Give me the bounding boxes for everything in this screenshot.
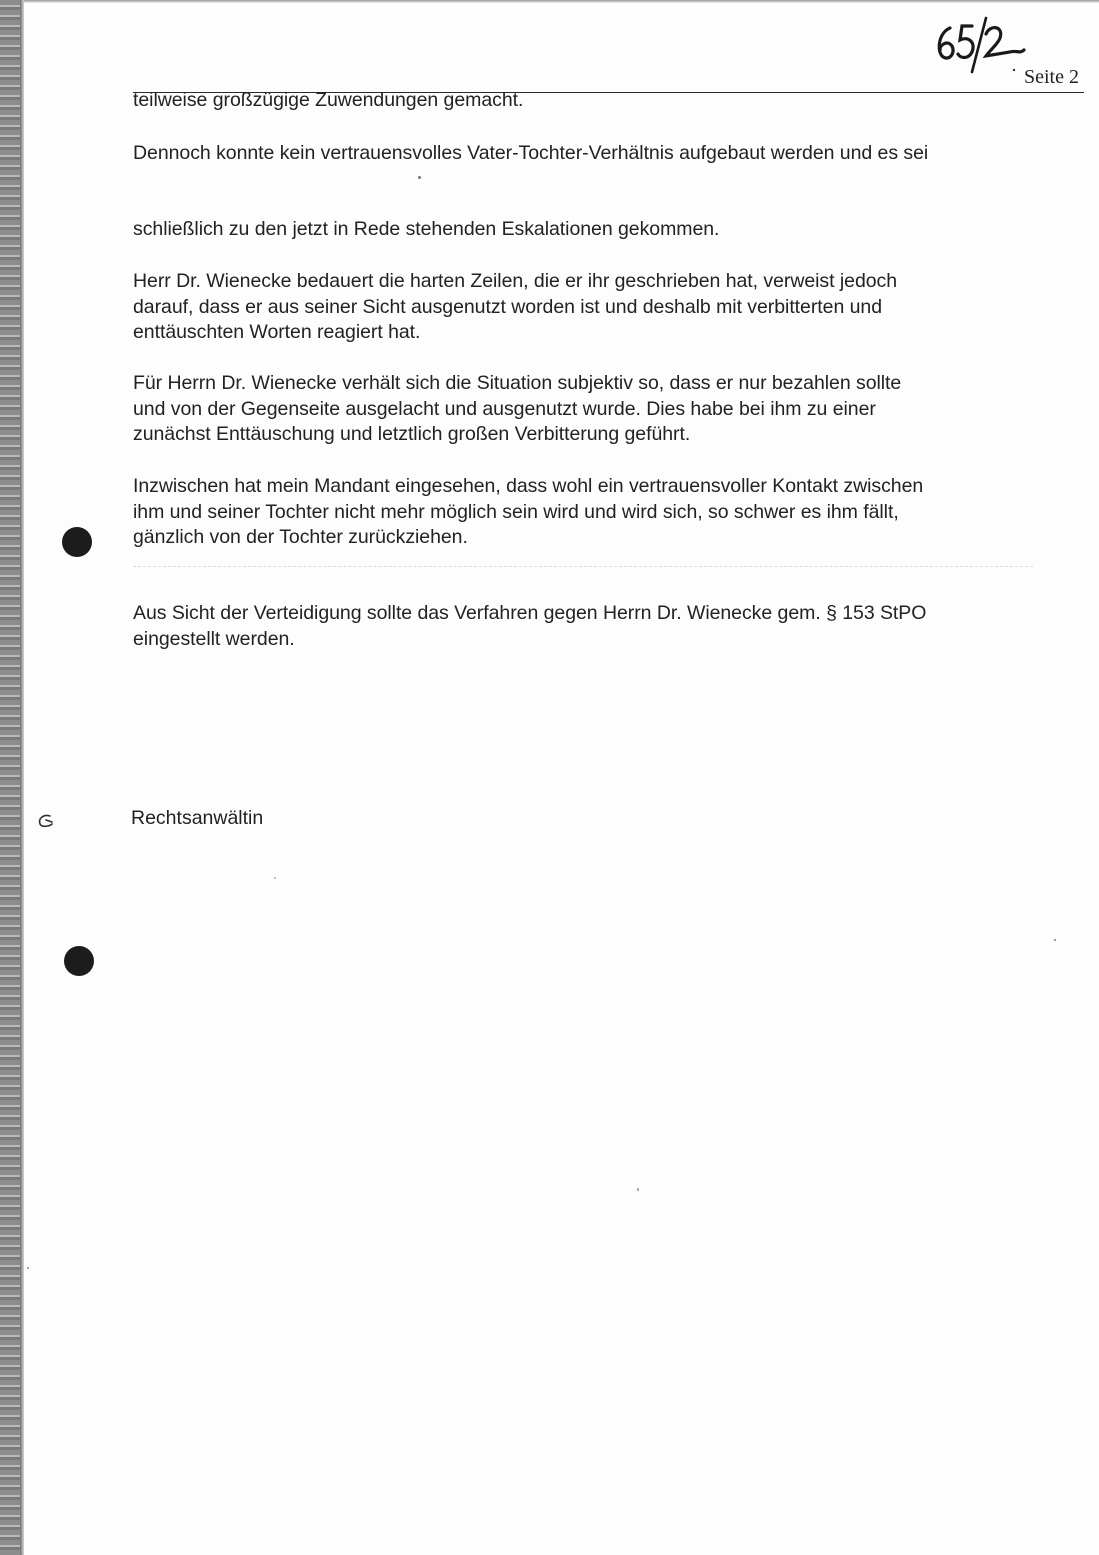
scan-artifact-line: [133, 566, 1033, 567]
paragraph-escalation: schließlich zu den jetzt in Rede stehenden Eskalationen gekommen.: [133, 218, 720, 240]
paragraph-situation: Für Herrn Dr. Wienecke verhält sich die Situation subjektiv so, dass er nur bezahlen sollte und von der Gegenseite ausgelacht und ausgenutzt wurde. Dies habe bei ihm zu einer zunächst Enttäuschung und letztlich großen Verbitterung geführt.: [133, 372, 902, 446]
paragraph-regret: Herr Dr. Wienecke bedauert die harten Zeilen, die er ihr geschrieben hat, verweist jedoch darauf, dass er aus seiner Sicht ausgenutzt worden ist und deshalb mit verbitterten und enttäuschten Worten reagiert hat.: [133, 270, 898, 344]
scan-speck: [274, 877, 276, 879]
signature-role: Rechtsanwältin: [131, 807, 264, 829]
binding-edge-shadow: [20, 0, 24, 1555]
scan-speck: [418, 176, 421, 179]
handwritten-page-mark: [928, 14, 1028, 78]
punch-hole-lower: [64, 946, 94, 976]
binding-strip: [0, 0, 20, 1555]
margin-scribble: [36, 812, 56, 830]
punch-hole-upper: [62, 527, 92, 557]
page-number: Seite 2: [1024, 66, 1079, 88]
scan-speck: [27, 1267, 29, 1269]
scan-speck: [1054, 939, 1056, 941]
paragraph-conclusion: Aus Sicht der Verteidigung sollte das Verfahren gegen Herrn Dr. Wienecke gem. § 153 StPO eingestellt werden.: [133, 602, 927, 650]
paragraph-relationship: Dennoch konnte kein vertrauensvolles Vater-Tochter-Verhältnis aufgebaut werden und es sei: [133, 142, 929, 164]
scan-speck: [637, 1188, 639, 1191]
paragraph-continuation: teilweise großzügige Zuwendungen gemacht.: [133, 89, 524, 111]
paragraph-withdrawal: Inzwischen hat mein Mandant eingesehen, dass wohl ein vertrauensvoller Kontakt zwischen ihm und seiner Tochter nicht mehr möglich sein wird und wird sich, so schwer es ihm fällt, gänzlich von der Tochter zurückziehen.: [133, 475, 924, 549]
scan-top-edge: [0, 0, 1099, 3]
